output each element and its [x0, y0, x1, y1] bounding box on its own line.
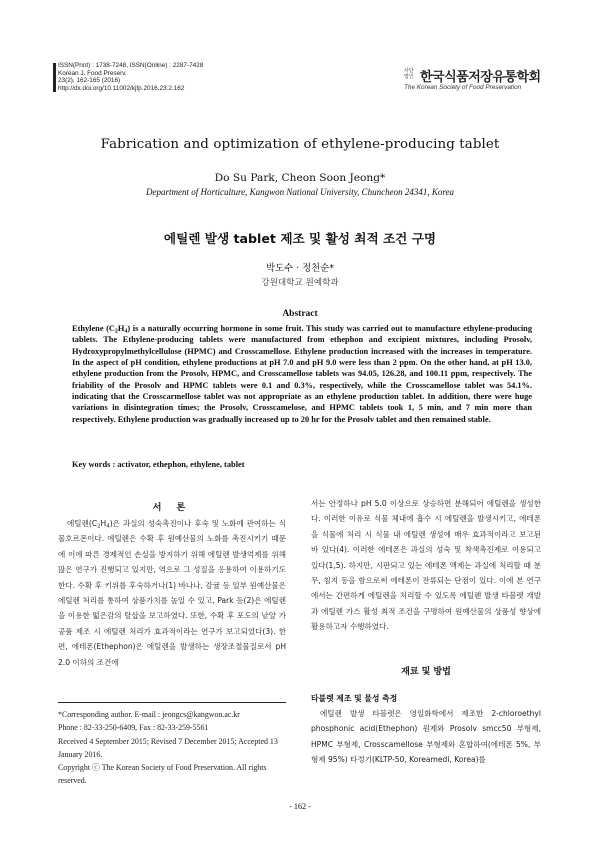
authors-en: Do Su Park, Cheon Soon Jeong* — [214, 172, 386, 184]
page-number: - 162 - — [289, 802, 311, 811]
keywords-list: activator, ethephon, ethylene, tablet — [117, 460, 245, 469]
society-mark: 사단 법인 — [404, 68, 414, 80]
journal-header — [58, 62, 203, 92]
received-dates: Received 4 September 2015; Revised 7 December 2015; Accepted 13 January 2016. — [58, 736, 278, 759]
volume-line: 23(2), 162-165 (2016) — [58, 77, 121, 85]
intro-text-right: 서는 안정하나 pH 5.0 이상으로 상승하면 분해되어 에틸렌을 생성한다. 이러한 이유로 식물 체내에 흡수 시 에틸렌을 발생시키고, 에테폰을 식물에 처리 시 식물 내 에틸렌 생성에 매우 효과적이라고 보고된 바 있다(4). 이러한 에테폰은 과실의 성숙 및 착색촉진제로 이용되고 있다(1,5). 하지만, 시판되고 있는 에테폰 액제는 과실에 처리할 때 분무, 침지 등을 함으로써 에테폰이 잔류되는 단점이 있다. 이에 본 연구에서는 간편하게 에틸렌을 처리할 수 있도록 에틸렌 발생 타블렛 개발과 에틸렌 가스 활성 최적 조건을 구명하여 원예산물의 상품성 향상에 활용하고자 수행하였다. — [311, 499, 541, 632]
society-name-en: The Korean Society of Food Preservation — [404, 84, 522, 91]
footnote-divider — [58, 702, 286, 703]
title-ko: 에틸렌 발생 tablet 제조 및 활성 최적 조건 구명 — [163, 231, 437, 246]
section-intro-heading: 서 론 — [152, 503, 192, 513]
contact-phone: Phone : 82-33-250-6409, Fax : 82-33-259-5561 — [58, 723, 209, 733]
title-en: Fabrication and optimization of ethylene-producing tablet — [100, 137, 500, 152]
journal-name: Korean J. Food Preserv. — [58, 69, 127, 77]
affiliation-en: Department of Horticulture, Kangwon National University, Chuncheon 24341, Korea — [145, 187, 455, 197]
copyright: Copyright ⓒ The Korean Society of Food Preservation. All rights reserved. — [58, 763, 267, 786]
keywords-label: Key words : — [72, 460, 116, 469]
section-methods-heading: 재료 및 방법 — [401, 667, 451, 677]
issn-line: ISSN(Print) : 1738-7248, ISSN(Online) : 2287-7428 — [58, 62, 204, 69]
methods-text: 에틸렌 발생 타블렛은 영일화학에서 제조한 2-chloroethyl phosphonic acid(Ethephon) 원제와 Prosolv smcc50 부형제, HPMC 부형제, Crosscamellose 부형제와 혼합하여(에테폰 5%, 부형제 95%) 타정기(KLTP-50, Koreamedi, Korea)를 — [311, 709, 541, 765]
affiliation-ko: 강원대학교 원예학과 — [261, 278, 339, 288]
subsection-heading: 타블렛 제조 및 물성 측정 — [311, 694, 398, 703]
intro-text-left: 에틸렌$(C_2H_4)$은 과실의 성숙촉진이나 후숙 및 노화에 관여하는 식물호르몬이다. 에틸렌은 수확 후 원예산물의 노화를 촉진시키기 때문에 이에 따른 경제적인 손실을 방지하기 위해 에틸렌 발생억제를 위해 많은 연구가 진행되고 있지만, 역으로 그 성질을 응용하여 이용하기도 한다. 수확 후 키위를 후숙하거나(1) 바나나, 감귤 등 일부 원예산물은 에틸렌 처리를 통하여 상품가치를 높일 수 있고, Park 등(2)은 에틸렌을 이용한 떫은감의 탈삽을 보고하였다. 또한, 수확 후 포도의 낱알 가공품 제조 시 에틸렌 처리가 효과적이라는 연구가 보고되었다(3). 한편, 에테폰(Ethephon)은 에틸렌을 발생하는 생장조절물질로서 pH 2.0 이하의 조건에 — [58, 519, 286, 667]
corresponding-author: *Corresponding author. E-mail : jeongcs@kangwon.ac.kr — [58, 710, 240, 719]
footnote — [58, 708, 294, 788]
doi-link[interactable]: http://dx.doi.org/10.11002/kjfp.2016.23.2.162 — [58, 84, 185, 92]
authors-ko: 박도수 · 정천순* — [266, 263, 334, 274]
abstract-heading: Abstract — [282, 309, 318, 319]
society-logo — [404, 66, 554, 96]
header-bar — [53, 63, 56, 92]
keywords — [72, 460, 532, 469]
society-name-ko: 한국식품저장유통학회 — [420, 70, 541, 85]
abstract-text: Ethylene $(C_2H_4)$ is a naturally occurring hormone in some fruit. This study was carried out to manufacture ethylene-producing tablets. The Ethylene-producing tablets were manufactured from ethephon and excipient mixtures, including Prosolv, Hydroxypropylmethylcellulose (HPMC) and Crosscamellose. Ethylene production increased with the increases in temperature. In the aspect of pH condition, ethylene productions at pH 7.0 and pH 9.0 were less than 2 ppm. On the other hand, at pH 13.0, ethylene production from the Prosolv, HPMC, and Crosscamellose tablets was 94.05, 126.28, and 100.11 ppm, respectively. The friability of the Prosolv and HPMC tablets were 0.1 and 0.3%, respectively, while the Crosscamellose tablet was 54.1%. indicating that the Crosscarmellose tablet was not appropriate as an ethylene production tablet. In addition, there were huge variations in disintegration times; the Prosolv, Crosscamelose, and HPMC tablets took 1, 5 min, and 7 min more than respectively. Ethylene production was gradually increased up to 20 hr for the Prosolv tablet and then remained stable. — [72, 324, 532, 424]
